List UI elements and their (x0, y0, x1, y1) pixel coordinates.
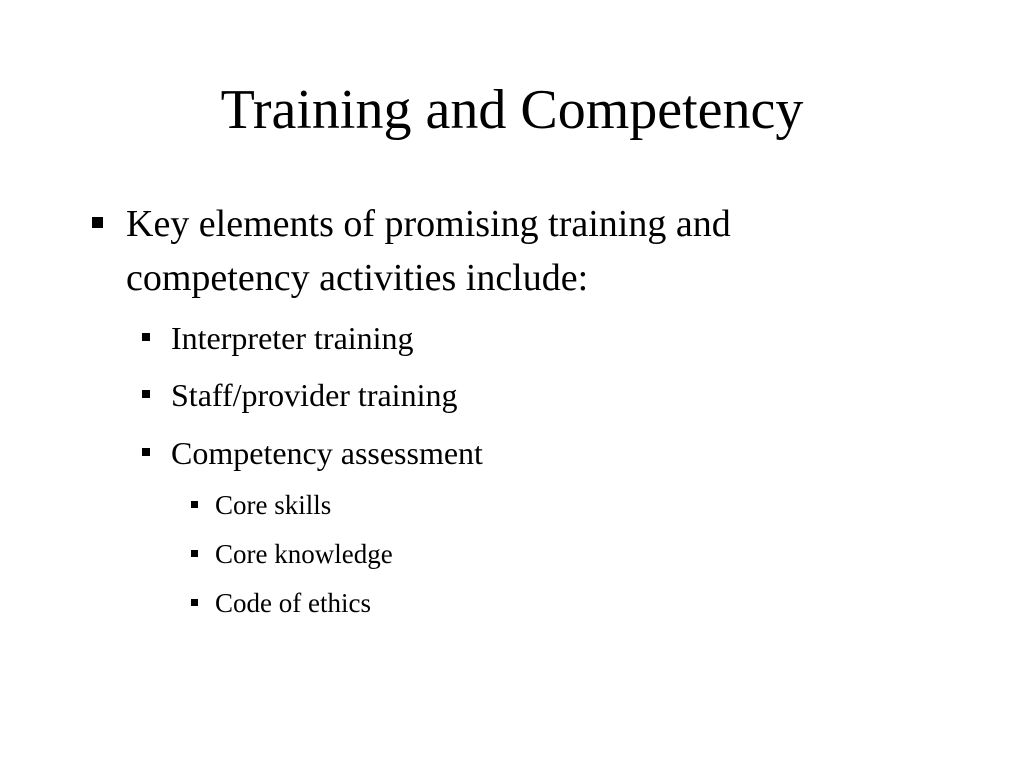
bullet-level3-core-skills (191, 489, 331, 521)
bullet-level2-competency-assessment (142, 433, 483, 473)
bullet-text: Interpreter training (171, 320, 414, 356)
square-bullet-icon (92, 217, 103, 228)
square-bullet-icon (142, 390, 150, 398)
square-bullet-icon (191, 550, 198, 557)
bullet-text: Core skills (215, 490, 332, 520)
bullet-level3-core-knowledge (191, 538, 393, 570)
bullet-text: Competency assessment (171, 435, 483, 471)
slide-title: Training and Competency (220, 79, 804, 141)
bullet-text: Staff/provider training (171, 377, 458, 413)
bullet-text: Key elements of promising training and competency activities include: (126, 203, 731, 299)
bullet-level2-interpreter-training (142, 318, 414, 358)
square-bullet-icon (191, 599, 198, 606)
square-bullet-icon (191, 501, 198, 508)
bullet-level1-key-elements (92, 197, 952, 305)
square-bullet-icon (142, 333, 150, 341)
square-bullet-icon (142, 448, 150, 456)
bullet-text: Core knowledge (215, 539, 393, 569)
bullet-level2-staff-provider-training (142, 375, 457, 415)
bullet-text: Code of ethics (215, 588, 371, 618)
bullet-level3-code-of-ethics (191, 587, 371, 619)
